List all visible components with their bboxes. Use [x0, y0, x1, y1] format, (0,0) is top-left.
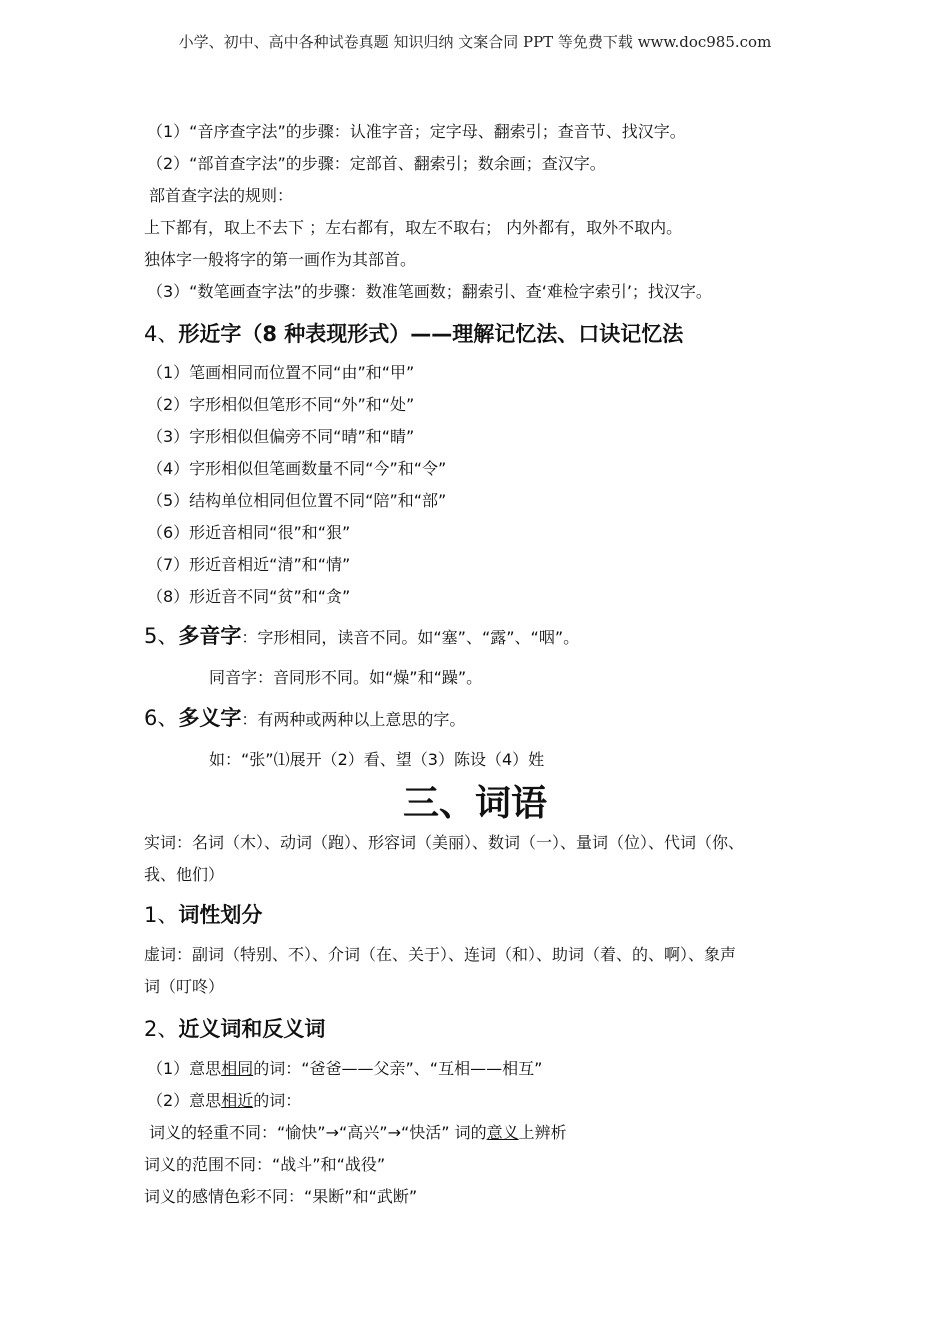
- section-heading: [144, 708, 465, 730]
- list-item: （2）字形相似但笔形不同“外”和“处”: [147, 395, 415, 414]
- underlined-term: 意义: [486, 1123, 519, 1142]
- text-segment: 的词：“爸爸——父亲”、“互相——相互”: [253, 1059, 543, 1078]
- text-line: [147, 1091, 301, 1111]
- text-line: 词义的范围不同：“战斗”和“战役”: [144, 1155, 386, 1174]
- text-segment: （1）意思: [147, 1059, 222, 1078]
- section-heading: [144, 902, 262, 928]
- text-line: 上下都有，取上不去下 ；左右都有，取左不取右； 内外都有，取外不取内。: [144, 218, 683, 237]
- heading-number: 5、: [144, 624, 179, 648]
- list-item: （6）形近音相同“很”和“狠”: [147, 523, 351, 542]
- heading-text: ：有两种或两种以上意思的字。: [241, 710, 466, 729]
- text-line: 词义的感情色彩不同：“果断”和“武断”: [144, 1187, 418, 1206]
- heading-number: 4、: [144, 322, 179, 346]
- heading-title: 多音字: [178, 624, 242, 648]
- page-header: 小学、初中、高中各种试卷真题 知识归纳 文案合同 PPT 等免费下载 www.doc985.com: [178, 33, 772, 51]
- section-heading: [144, 1016, 325, 1042]
- heading-text: 近义词和反义词: [178, 1017, 326, 1041]
- list-item: （7）形近音相近“清”和“情”: [147, 555, 351, 574]
- section-heading: [144, 321, 683, 347]
- list-item: （1）笔画相同而位置不同“由”和“甲”: [147, 363, 415, 382]
- list-item: （3）字形相似但偏旁不同“晴”和“睛”: [147, 427, 415, 446]
- text-line: （1）“音序查字法”的步骤：认准字音；定字母、翻索引；查音节、找汉字。: [147, 122, 686, 141]
- text-line: （3）“数笔画查字法”的步骤：数准笔画数；翻索引、查‘难检字索引’；找汉字。: [147, 282, 712, 301]
- heading-number: 6、: [144, 706, 179, 730]
- heading-number: 2、: [144, 1017, 179, 1041]
- list-item: （5）结构单位相同但位置不同“陪”和“部”: [147, 491, 447, 510]
- text-line: 同音字：音同形不同。如“燥”和“躁”。: [209, 668, 483, 687]
- text-line: [147, 1059, 542, 1079]
- heading-number: 1、: [144, 903, 179, 927]
- heading-title: 多义字: [178, 706, 242, 730]
- text-line: [149, 1123, 567, 1143]
- text-line: 词（叮咚）: [144, 977, 225, 996]
- heading-text: 形近字（8 种表现形式）——理解记忆法、口诀记忆法: [178, 322, 684, 346]
- underlined-term: 相近: [221, 1091, 254, 1110]
- text-line: （2）“部首查字法”的步骤：定部首、翻索引；数余画；查汉字。: [147, 154, 606, 173]
- underlined-term: 相同: [221, 1059, 254, 1078]
- heading-text: ：字形相同，读音不同。如“塞”、“露”、“咽”。: [241, 628, 580, 647]
- list-item: （4）字形相似但笔画数量不同“今”和“令”: [147, 459, 447, 478]
- text-segment: （2）意思: [147, 1091, 222, 1110]
- text-segment: 上辨析: [518, 1123, 567, 1142]
- list-item: （8）形近音不同“贫”和“贪”: [147, 587, 351, 606]
- text-line: 如：“张”⑴展开（2）看、望（3）陈设（4）姓: [209, 750, 545, 769]
- text-segment: 的词：: [253, 1091, 302, 1110]
- text-line: 独体字一般将字的第一画作为其部首。: [144, 250, 417, 269]
- text-line: 虚词：副词（特别、不）、介词（在、关于）、连词（和）、助词（着、的、啊）、象声: [144, 945, 737, 964]
- text-line: 部首查字法的规则：: [149, 186, 294, 205]
- chapter-title: 三、词语: [402, 783, 547, 824]
- text-line: 实词：名词（木）、动词（跑）、形容词（美丽）、数词（一）、量词（位）、代词（你、: [144, 833, 745, 852]
- text-segment: 词义的轻重不同：“愉快”→“高兴”→“快活” 词的: [149, 1123, 487, 1142]
- section-heading: [144, 626, 579, 648]
- heading-text: 词性划分: [178, 903, 263, 927]
- text-line: 我、他们）: [144, 865, 225, 884]
